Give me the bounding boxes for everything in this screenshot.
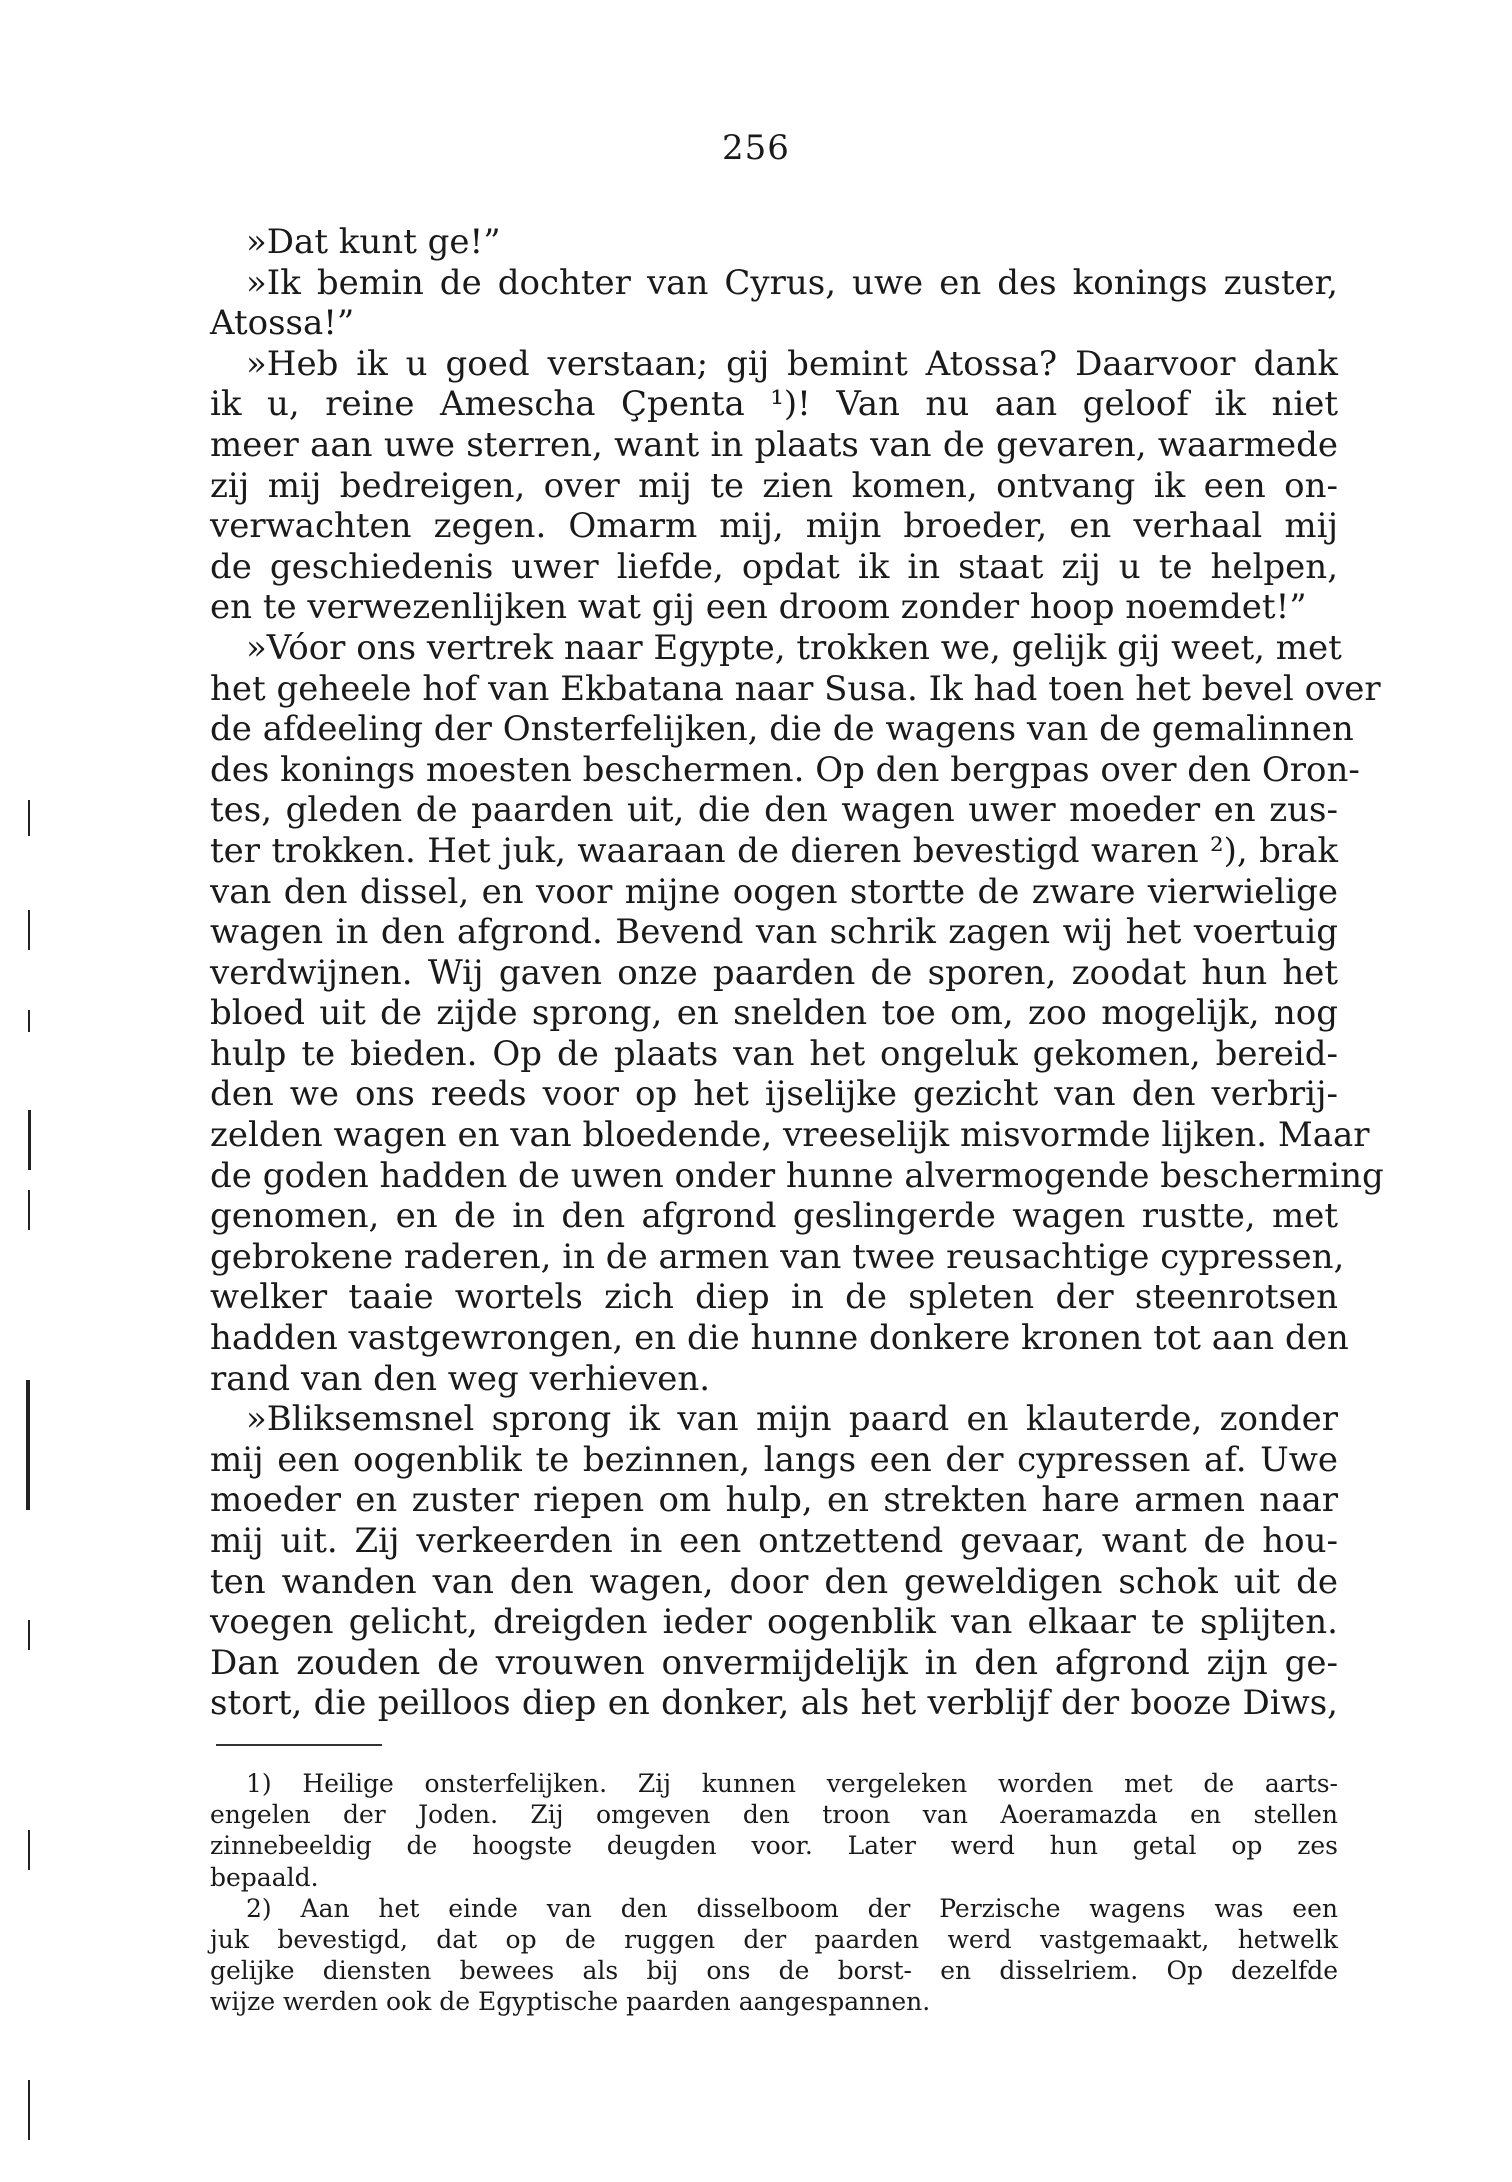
body-text-line: stort, die peilloos diep en donker, als het verblijf der booze Diws, [210, 1683, 1338, 1724]
body-text [210, 222, 1384, 1724]
body-text-line: hadden vastgewrongen, en die hunne donkere kronen tot aan den [210, 1318, 1349, 1359]
body-text-line: mij een oogenblik te bezinnen, langs een der cypressen af. Uwe [210, 1439, 1338, 1480]
footnote-line: gelijke diensten bewees als bij ons de borst- en disselriem. Op dezelfde [210, 1956, 1338, 1986]
body-text-line: »Ik bemin de dochter van Cyrus, uwe en des konings zuster, [246, 262, 1338, 303]
body-text-line: de goden hadden de uwen onder hunne alvermogende bescherming [210, 1155, 1384, 1196]
body-text-line: den we ons reeds voor op het ijselijke gezicht van den verbrij- [210, 1074, 1338, 1115]
body-text-line: de afdeeling der Onsterfelijken, die de wagens van de gemalinnen [210, 709, 1354, 750]
body-text-line: rand van den weg verhieven. [210, 1358, 711, 1399]
body-text-line: hulp te bieden. Op de plaats van het ongeluk gekomen, bereid- [210, 1033, 1338, 1074]
footnote-line: bepaald. [210, 1862, 319, 1892]
body-text-line: van den dissel, en voor mijne oogen stortte de zware vierwielige [210, 871, 1338, 912]
footnotes [210, 1768, 1338, 2018]
page-number: 256 [722, 128, 790, 168]
body-text-line: gebrokene raderen, in de armen van twee reusachtige cypressen, [210, 1236, 1345, 1277]
body-text-line: tes, gleden de paarden uit, die den wagen uwer moeder en zus- [210, 790, 1338, 831]
body-text-line: wagen in den afgrond. Bevend van schrik zagen wij het voertuig [210, 912, 1338, 953]
footnote-line: 2) Aan het einde van den disselboom der Perzische wagens was een [246, 1893, 1338, 1923]
body-text-line: »Heb ik u goed verstaan; gij bemint Atossa? Daarvoor dank [246, 343, 1338, 384]
footnote-rule [216, 1744, 382, 1746]
body-text-line: verwachten zegen. Omarm mij, mijn broeder, en verhaal mij [210, 506, 1338, 547]
body-text-line: voegen gelicht, dreigden ieder oogenblik van elkaar te splijten. [210, 1602, 1338, 1643]
body-text-line: ik u, reine Amescha Çpenta ¹)! Van nu aan geloof ik niet [210, 384, 1338, 425]
body-text-line: zelden wagen en van bloedende, vreeselijk misvormde lijken. Maar [210, 1115, 1370, 1156]
body-text-line: verdwijnen. Wij gaven onze paarden de sporen, zoodat hun het [210, 952, 1338, 993]
body-text-line: het geheele hof van Ekbatana naar Susa. Ik had toen het bevel over [210, 668, 1381, 709]
body-text-line: zij mij bedreigen, over mij te zien komen, ontvang ik een on- [210, 465, 1338, 506]
footnote-line: wijze werden ook de Egyptische paarden aangespannen. [210, 1987, 931, 2017]
body-text-line: de geschiedenis uwer liefde, opdat ik in staat zij u te helpen, [210, 546, 1338, 587]
body-text-line: bloed uit de zijde sprong, en snelden toe om, zoo mogelijk, nog [210, 993, 1338, 1034]
footnote-line: engelen der Joden. Zij omgeven den troon van Aoeramazda en stellen [210, 1800, 1338, 1830]
footnote-line: juk bevestigd, dat op de ruggen der paarden werd vastgemaakt, hetwelk [210, 1925, 1338, 1955]
body-text-line: mij uit. Zij verkeerden in een ontzettend gevaar, want de hou- [210, 1521, 1338, 1561]
body-text-line: welker taaie wortels zich diep in de spleten der steenrotsen [210, 1277, 1338, 1318]
footnote-line: zinnebeeldig de hoogste deugden voor. Later werd hun getal op zes [210, 1831, 1338, 1861]
body-text-line: ter trokken. Het juk, waaraan de dieren bevestigd waren ²), brak [210, 830, 1338, 871]
body-text-line: des konings moesten beschermen. Op den bergpas over den Oron- [210, 749, 1360, 790]
body-text-line: moeder en zuster riepen om hulp, en strekten hare armen naar [210, 1480, 1338, 1521]
footnote-line: 1) Heilige onsterfelijken. Zij kunnen vergeleken worden met de aarts- [246, 1769, 1338, 1798]
body-text-line: genomen, en de in den afgrond geslingerde wagen rustte, met [210, 1196, 1338, 1237]
body-text-line: Atossa!” [210, 303, 355, 344]
body-text-line: en te verwezenlijken wat gij een droom zonder hoop noemdet!” [210, 587, 1307, 628]
body-text-line: ten wanden van den wagen, door den geweldigen schok uit de [210, 1561, 1338, 1602]
body-text-line: »Bliksemsnel sprong ik van mijn paard en klauterde, zonder [246, 1399, 1338, 1440]
body-text-line: Dan zouden de vrouwen onvermijdelijk in den afgrond zijn ge- [210, 1642, 1338, 1683]
body-text-line: »Dat kunt ge!” [246, 222, 501, 262]
body-text-line: »Vóor ons vertrek naar Egypte, trokken we, gelijk gij weet, met [246, 627, 1342, 668]
body-text-line: meer aan uwe sterren, want in plaats van de gevaren, waarmede [210, 424, 1338, 465]
